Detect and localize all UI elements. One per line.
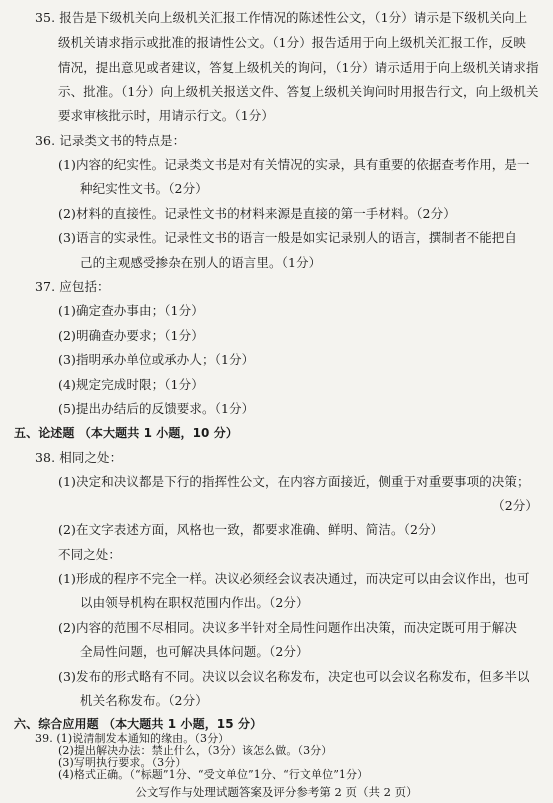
q38-same-1: (1)决定和决议都是下行的指挥性公文，在内容方面接近，侧重于对重要事项的决策； [58, 474, 530, 489]
section-6-heading [14, 717, 262, 732]
q38-same-2: (2)在文字表述方面，风格也一致，都要求准确、鲜明、简洁。（2分） [58, 522, 444, 537]
q38-diff-1a: (1)形成的程序不完全一样。决议必须经会议表决通过，而决定可以由会议作出，也可 [58, 571, 530, 586]
q36-item-1b: 种纪实性文书。（2分） [80, 181, 208, 196]
q39-item-2: (2)提出解决办法：禁止什么，（3分）该怎么做。（3分） [58, 744, 333, 757]
q37-item-4: (4)规定完成时限；（1分） [58, 377, 204, 392]
q38-heading: 38. 相同之处： [35, 450, 123, 465]
q37-item-3: (3)指明承办单位或承办人；（1分） [58, 352, 255, 367]
section-5-note: （本大题共 1 小题，10 分） [78, 426, 238, 440]
q38-diff-2b: 全局性问题，也可解决具体问题。（2分） [80, 644, 309, 659]
q39-item-1: 39. (1)说清制发本通知的缘由。（3分） [35, 732, 230, 745]
q38-diff-2a: (2)内容的范围不尽相同。决议多半针对全局性问题作出决策，而决定既可用于解决 [58, 620, 518, 635]
q36-heading: 36. 记录类文书的特点是： [35, 133, 186, 148]
q39-item-4: (4)格式正确。（“标题”1分、“受文单位”1分、“行文单位”1分） [58, 768, 369, 781]
q35-line-2: 级机关请求指示或批准的报请性公文。（1分）报告适用于向上级机关汇报工作，反映 [58, 35, 527, 50]
q37-item-5: (5)提出办结后的反馈要求。（1分） [58, 401, 255, 416]
q35-line-5: 要求审核批示时，用请示行文。（1分） [58, 108, 275, 123]
q38-diff-3a: (3)发布的形式略有不同。决议以会议名称发布，决定也可以会议名称发布，但多半以 [58, 669, 530, 684]
q36-item-3b: 己的主观感受掺杂在别人的语言里。（1分） [80, 255, 322, 270]
section-6-title: 六、综合应用题 [14, 717, 99, 731]
page-footer: 公文写作与处理试题答案及评分参考第 2 页（共 2 页） [135, 785, 418, 799]
q39-item-3: (3)写明执行要求。（3分） [58, 756, 187, 769]
q37-item-2: (2)明确查办要求；（1分） [58, 328, 204, 343]
q38-diff-heading: 不同之处： [58, 547, 122, 562]
q36-item-1a: (1)内容的纪实性。记录类文书是对有关情况的实录，具有重要的依据查考作用，是一 [58, 157, 530, 172]
section-6-note: （本大题共 1 小题，15 分） [102, 717, 263, 731]
q37-heading: 37. 应包括： [35, 279, 110, 294]
q38-diff-3b: 机关名称发布。（2分） [80, 693, 208, 708]
q36-item-3a: (3)语言的实录性。记录性文书的语言一般是如实记录别人的语言，撰制者不能把自 [58, 230, 518, 245]
q35-line-1: 35. 报告是下级机关向上级机关汇报工作情况的陈述性公文，（1分）请示是下级机关向上 [35, 10, 528, 25]
q35-line-3: 情况，提出意见或者建议，答复上级机关的询问，（1分）请示适用于向上级机关请求指 [58, 60, 539, 75]
q36-item-2: (2)材料的直接性。记录性文书的材料来源是直接的第一手材料。（2分） [58, 206, 456, 221]
q38-same-1-score: （2分） [492, 498, 538, 513]
section-5-title: 五、论述题 [14, 426, 75, 440]
q35-line-4: 示、批准。（1分）向上级机关报送文件、答复上级机关询问时用报告行文，向上级机关 [58, 84, 539, 99]
q37-item-1: (1)确定查办事由；（1分） [58, 303, 204, 318]
q38-diff-1b: 以由领导机构在职权范围内作出。（2分） [80, 595, 309, 610]
section-5-heading [14, 426, 238, 441]
